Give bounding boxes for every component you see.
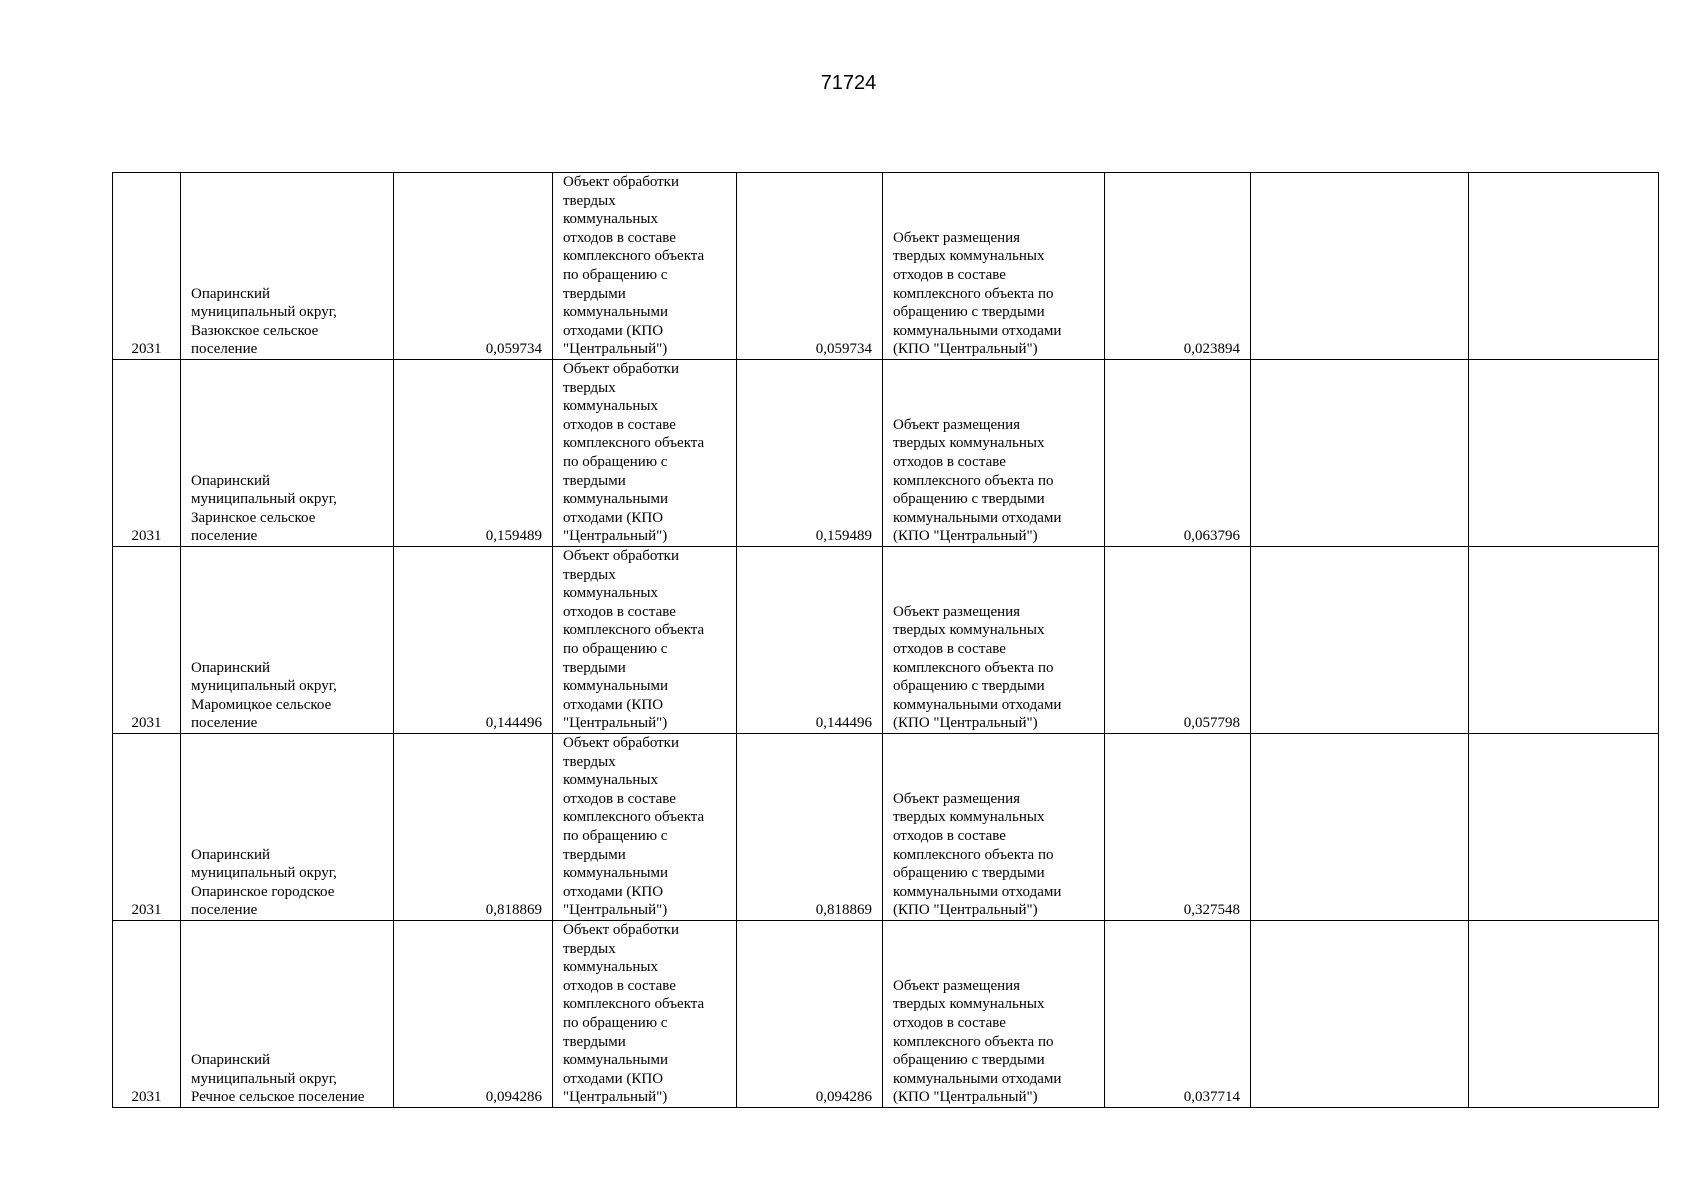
municipality-cell: Опаринский муниципальный округ, Опаринское городское поселение [181,734,394,921]
disposal-volume-cell: 0,327548 [1105,734,1251,921]
processing-volume-cell: 0,144496 [737,547,883,734]
empty-cell [1469,547,1659,734]
table-row [113,547,1659,734]
table-row [113,360,1659,547]
empty-cell [1251,173,1469,360]
volume-cell: 0,059734 [394,173,553,360]
volume-cell: 0,159489 [394,360,553,547]
processing-object-cell: Объект обработки твердых коммунальных отходов в составе комплексного объекта по обращению с твердыми коммунальными отходами (КПО "Центральный") [553,547,737,734]
processing-object-cell: Объект обработки твердых коммунальных отходов в составе комплексного объекта по обращению с твердыми коммунальными отходами (КПО "Центральный") [553,360,737,547]
empty-cell [1469,173,1659,360]
year-cell: 2031 [113,173,181,360]
disposal-object-cell: Объект размещения твердых коммунальных отходов в составе комплексного объекта по обращению с твердыми коммунальными отходами (КПО "Центральный") [883,921,1105,1108]
waste-table [112,172,1659,1108]
processing-volume-cell: 0,059734 [737,173,883,360]
disposal-object-cell: Объект размещения твердых коммунальных отходов в составе комплексного объекта по обращению с твердыми коммунальными отходами (КПО "Центральный") [883,173,1105,360]
empty-cell [1251,734,1469,921]
year-cell: 2031 [113,360,181,547]
municipality-cell: Опаринский муниципальный округ, Заринское сельское поселение [181,360,394,547]
processing-object-cell: Объект обработки твердых коммунальных отходов в составе комплексного объекта по обращению с твердыми коммунальными отходами (КПО "Центральный") [553,921,737,1108]
processing-volume-cell: 0,159489 [737,360,883,547]
empty-cell [1469,360,1659,547]
empty-cell [1469,734,1659,921]
processing-object-cell: Объект обработки твердых коммунальных отходов в составе комплексного объекта по обращению с твердыми коммунальными отходами (КПО "Центральный") [553,173,737,360]
year-cell: 2031 [113,547,181,734]
disposal-volume-cell: 0,063796 [1105,360,1251,547]
empty-cell [1251,547,1469,734]
table-row [113,173,1659,360]
disposal-volume-cell: 0,057798 [1105,547,1251,734]
processing-volume-cell: 0,818869 [737,734,883,921]
volume-cell: 0,818869 [394,734,553,921]
page-number: 71724 [820,72,877,94]
processing-object-cell: Объект обработки твердых коммунальных отходов в составе комплексного объекта по обращению с твердыми коммунальными отходами (КПО "Центральный") [553,734,737,921]
table-row [113,921,1659,1108]
disposal-volume-cell: 0,023894 [1105,173,1251,360]
volume-cell: 0,094286 [394,921,553,1108]
empty-cell [1251,921,1469,1108]
volume-cell: 0,144496 [394,547,553,734]
municipality-cell: Опаринский муниципальный округ, Маромицкое сельское поселение [181,547,394,734]
year-cell: 2031 [113,921,181,1108]
municipality-cell: Опаринский муниципальный округ, Речное сельское поселение [181,921,394,1108]
municipality-cell: Опаринский муниципальный округ, Вазюкское сельское поселение [181,173,394,360]
year-cell: 2031 [113,734,181,921]
disposal-object-cell: Объект размещения твердых коммунальных отходов в составе комплексного объекта по обращению с твердыми коммунальными отходами (КПО "Центральный") [883,547,1105,734]
processing-volume-cell: 0,094286 [737,921,883,1108]
empty-cell [1469,921,1659,1108]
disposal-volume-cell: 0,037714 [1105,921,1251,1108]
disposal-object-cell: Объект размещения твердых коммунальных отходов в составе комплексного объекта по обращению с твердыми коммунальными отходами (КПО "Центральный") [883,734,1105,921]
table-row [113,734,1659,921]
empty-cell [1251,360,1469,547]
disposal-object-cell: Объект размещения твердых коммунальных отходов в составе комплексного объекта по обращению с твердыми коммунальными отходами (КПО "Центральный") [883,360,1105,547]
